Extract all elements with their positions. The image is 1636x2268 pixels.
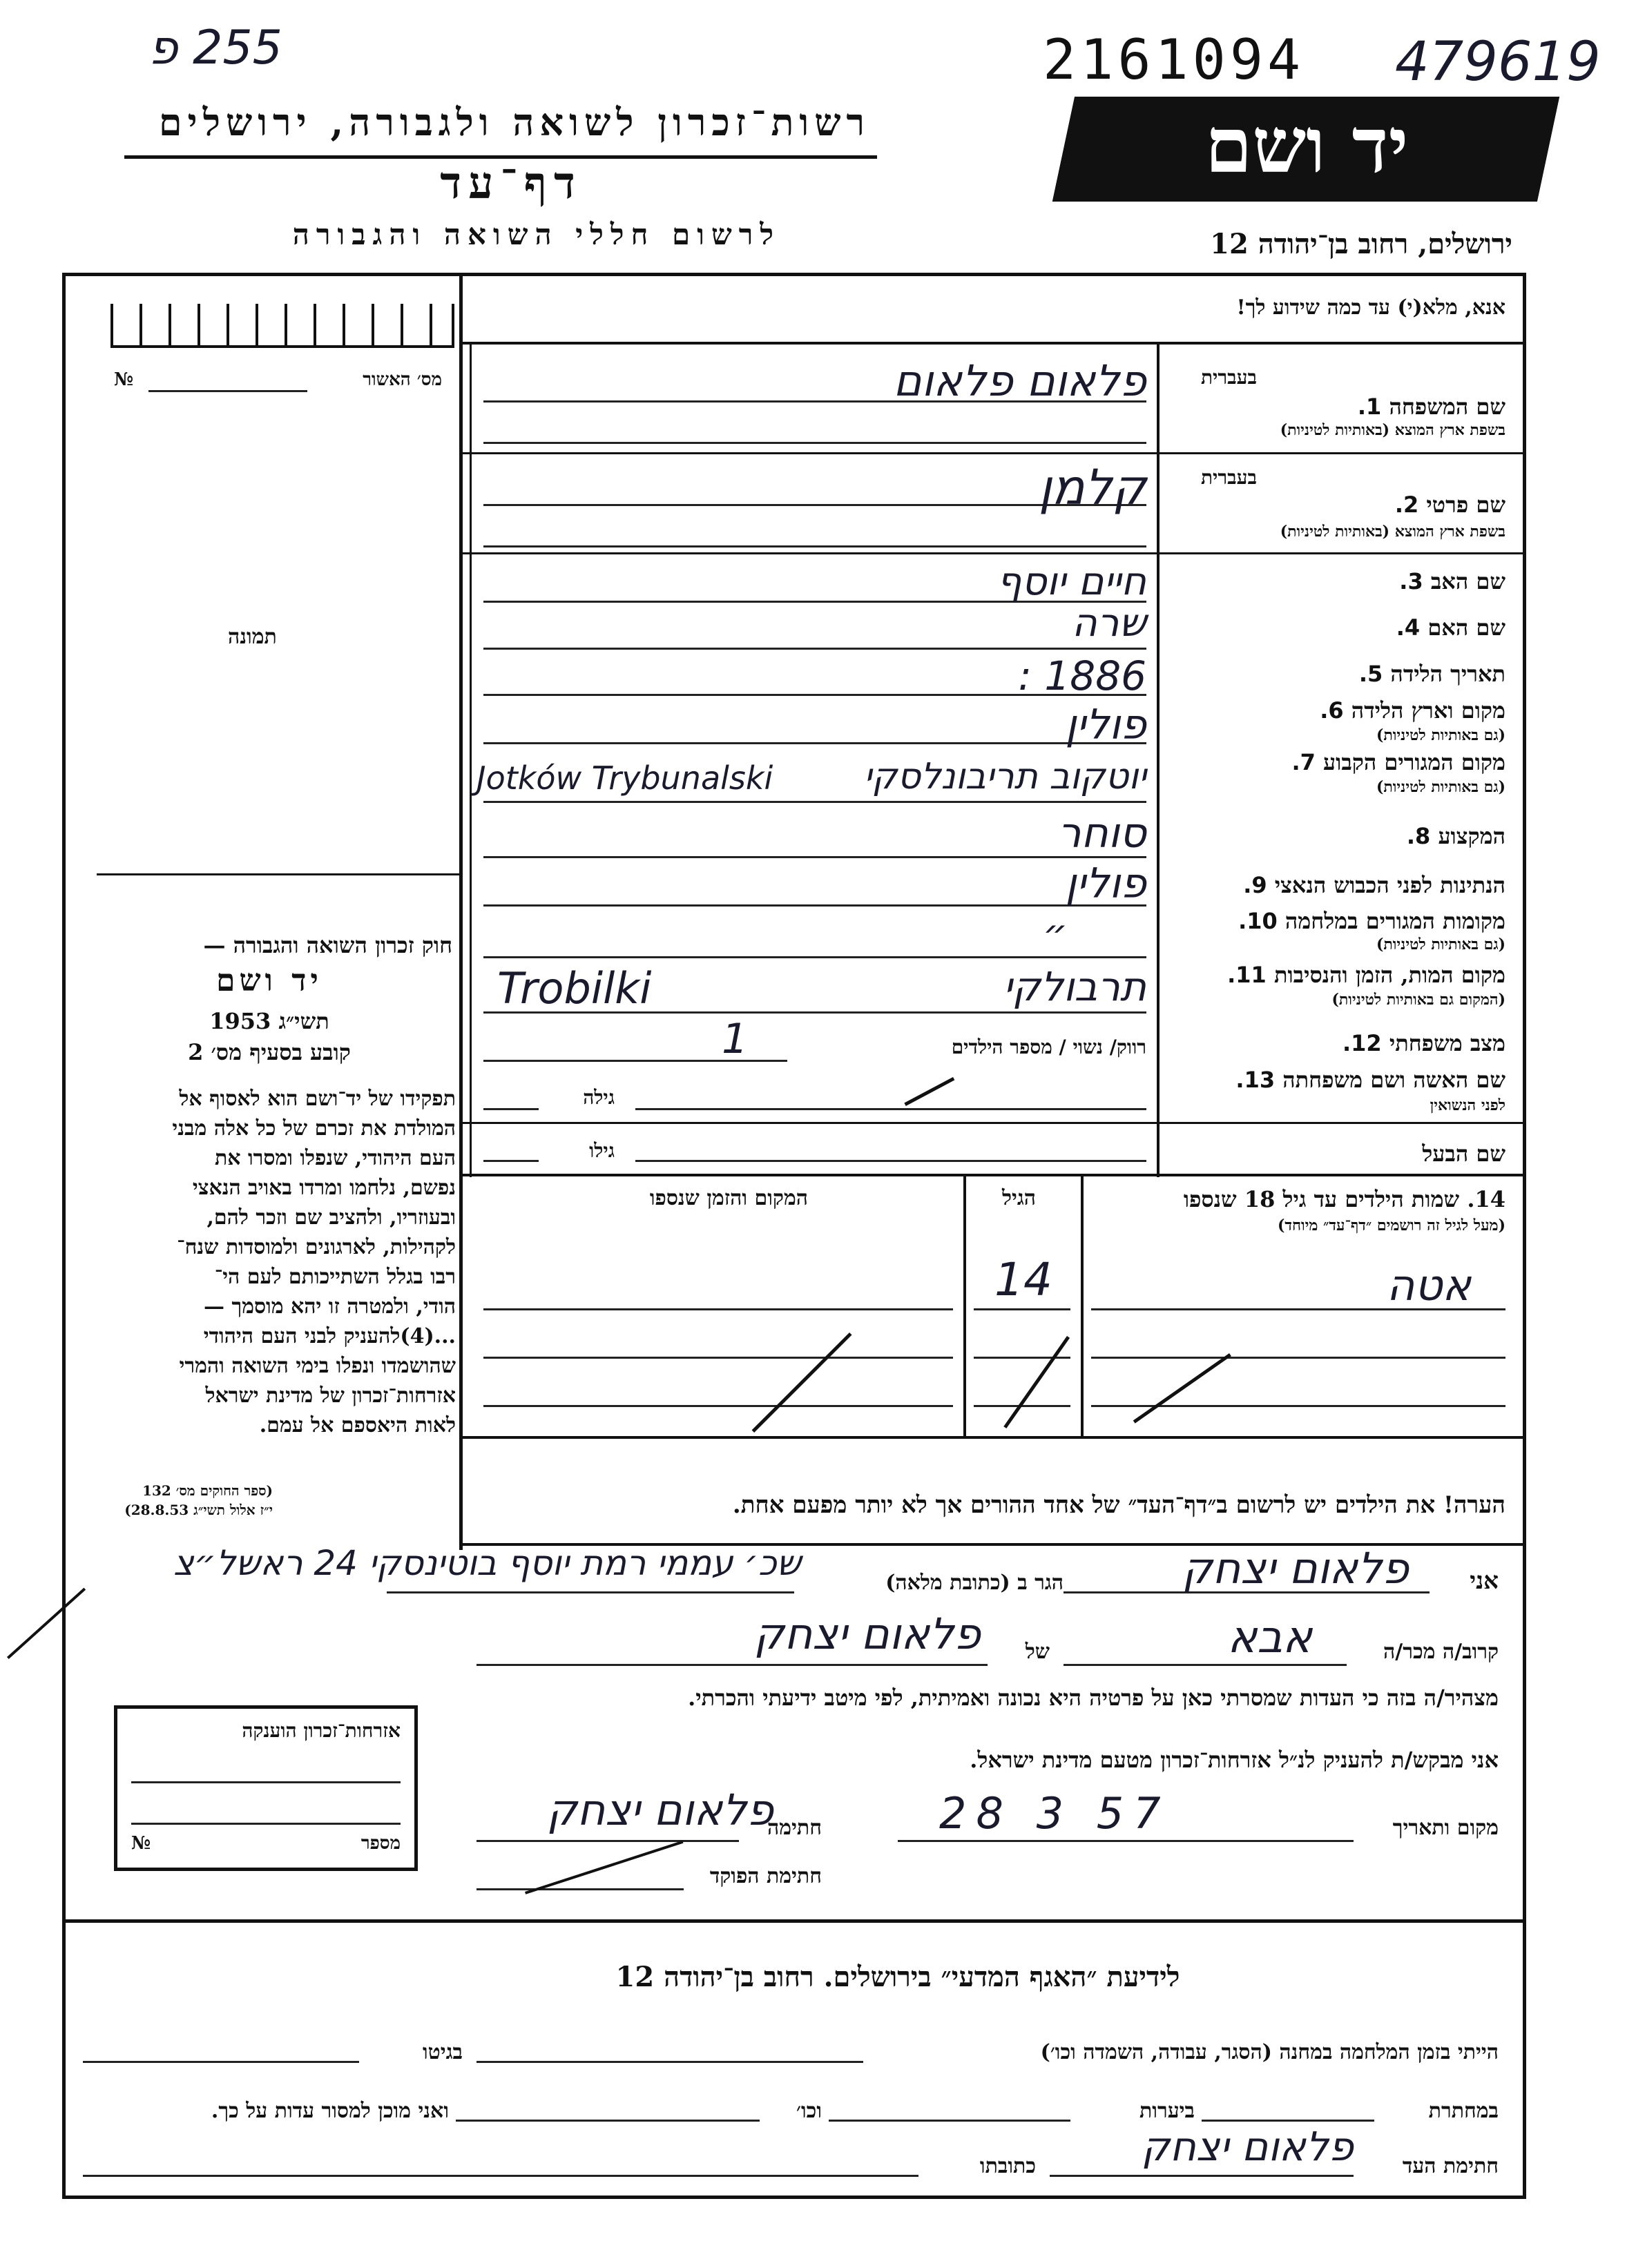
q8-label — [1167, 823, 1505, 849]
q3-number: 3. — [1399, 568, 1423, 594]
q7-label — [1167, 749, 1505, 775]
q10-number: 10. — [1238, 908, 1278, 934]
law-text — [66, 1084, 456, 1440]
law-text-line: רבו בגלל השתייכותם לעם הי־ — [214, 1265, 456, 1289]
footer-title: לידיעת ״האגף המדעי״ בירושלים. רחוב בן־יהודה 12 — [615, 1961, 1180, 1993]
citizenship-number-sign: № — [131, 1833, 151, 1854]
q1-number: 1. — [1357, 394, 1382, 420]
q8-number: 8. — [1406, 823, 1431, 849]
q11-answer-latin[interactable]: Trobilki — [497, 963, 652, 1014]
signature-value[interactable]: פלאום יצחק — [546, 1785, 773, 1835]
law-text-line: ...(4)להעניק לבני העם היהודי — [203, 1324, 456, 1348]
law-year: תשי״ג 1953 — [209, 1008, 329, 1034]
q10-latin-note: (גם באותיות לטיניות) — [1376, 936, 1505, 953]
q7-label-text: מקום המגורים הקבוע — [1323, 749, 1505, 775]
q7-answer-latin[interactable]: Jotków Trybunalski — [477, 759, 773, 797]
q4-label — [1167, 614, 1505, 641]
q12-children-count[interactable]: 1 — [722, 1015, 749, 1063]
signature-label: חתימה — [767, 1816, 822, 1840]
q13-label — [1167, 1067, 1505, 1093]
law-text-line: תפקידו של יד־ושם הוא לאסוף אל — [179, 1087, 456, 1111]
footer-line2-etc: וכו׳ — [796, 2099, 822, 2123]
footer-line2-underground: במחתרת — [1428, 2099, 1499, 2123]
footer-line2-ready: ואני מוכן למסור עדות על כך. — [211, 2099, 449, 2123]
q13-sub: לפני הנשואין — [1430, 1096, 1505, 1114]
law-text-line: הודי, ולמטרה זו יהא מוסמך — — [204, 1295, 456, 1319]
husband-label: שם הבעל — [1422, 1141, 1505, 1167]
handwritten-file-number: 255 פ — [148, 21, 282, 75]
witness-address[interactable]: שכ׳ עממי רמת יוסף בוטינסקי 24 ראשל״צ — [173, 1543, 801, 1583]
law-text-line: אזרחות־זכרון של מדינת ישראל — [205, 1384, 456, 1408]
q2-label — [1167, 492, 1505, 518]
footer-line1-camp: הייתי בזמן המלחמה במחנה (הסגר, עבודה, השמדה וכו׳) — [1040, 2040, 1499, 2064]
address: ירושלים, רחוב בן־יהודה 12 — [1210, 228, 1512, 260]
archive-number: 2161094 — [1043, 28, 1305, 92]
form-title: דף־עד — [440, 157, 582, 209]
law-text-line: נפשם, נלחמו ומרדו באויב הנאצי — [192, 1176, 456, 1200]
q2-hebrew-label: בעברית — [1200, 466, 1257, 489]
law-reference-line: י״ז אלול תשי״ג 28.8.53) — [124, 1502, 273, 1518]
q4-number: 4. — [1396, 614, 1421, 641]
q2-number: 2. — [1394, 492, 1419, 518]
law-clause: קובע בסעיף מס׳ 2 — [188, 1039, 351, 1065]
q7-latin-note: (גם באותיות לטיניות) — [1376, 778, 1505, 796]
q11-answer[interactable]: תרבולקי — [1003, 963, 1146, 1010]
authority-name: רשות־זכרון לשואה ולגבורה, ירושלים — [158, 100, 870, 144]
q2-answer[interactable]: קלמן — [1038, 459, 1146, 516]
q7-number: 7. — [1291, 749, 1316, 775]
q12-number: 12. — [1343, 1030, 1382, 1056]
q5-number: 5. — [1358, 661, 1383, 687]
q9-label — [1167, 872, 1505, 898]
declaration-statement: מצהיר/ה בזה כי העדות שמסרתי כאן על פרטיה היא נכונה ואמיתית, לפי מיטב ידיעתי והכרתי. — [688, 1685, 1499, 1711]
child-name[interactable]: אטה — [1386, 1260, 1471, 1310]
witness-name[interactable]: פלאום יצחק — [1182, 1543, 1409, 1593]
q6-label — [1167, 697, 1505, 724]
approval-number-sign: № — [114, 369, 134, 390]
relation-value[interactable]: אבא — [1227, 1612, 1312, 1663]
q10-label-text: מקומות המגורים במלחמה — [1284, 908, 1505, 934]
q8-label-text: המקצוע — [1438, 823, 1505, 849]
q11-label — [1167, 962, 1505, 988]
of-value[interactable]: פלאום יצחק — [753, 1609, 981, 1659]
law-text-line: לקהילות, לארגונים ולמוסדות שנח־ — [177, 1235, 456, 1259]
q7-answer[interactable]: יוטקוב תריבונלסקי — [863, 756, 1146, 797]
children-note: (מעל לגיל זה רושמים ״דף־עד״ מיוחד) — [1277, 1217, 1505, 1234]
law-reference-line: (ספר החוקים מס׳ 132 — [142, 1482, 273, 1499]
form-subtitle: לרשום חללי השואה והגבורה — [292, 217, 780, 251]
q1-answer[interactable]: פלאום פלאום — [893, 356, 1146, 406]
q5-label-text: תאריך הלידה — [1390, 661, 1505, 687]
citizenship-box-title: אזרחות־זכרון הוענקה — [242, 1719, 401, 1742]
children-note-warning: הערה! את הילדים יש לרשום ב״דף־העד״ של אחד ההורים אך לא יותר מפעם אחת. — [732, 1491, 1505, 1519]
q6-answer[interactable]: פולין — [1065, 701, 1146, 749]
footer-line2-forests: ביערות — [1139, 2099, 1195, 2123]
form-intro: אנא, מלא(י) עד כמה שידוע לך! — [1236, 295, 1505, 320]
children-header: 14. שמות הילדים עד גיל 18 שנספו — [1183, 1186, 1505, 1212]
residing-label: הגר ב (כתובת מלאה) — [885, 1571, 1064, 1595]
q6-latin-note: (גם באותיות לטיניות) — [1376, 726, 1505, 744]
wife-age-label: גילה — [583, 1086, 615, 1109]
q12-options: רווק/ נשוי / מספר הילדים — [951, 1036, 1146, 1058]
law-text-line: שהושמדו ונפלו בימי השואה והמרי — [179, 1354, 456, 1378]
q11-latin-note: (המקום גם באותיות לטיניות) — [1331, 991, 1505, 1009]
law-title: חוק זכרון השואה והגבורה — — [203, 932, 452, 958]
q3-label-text: שם האב — [1430, 568, 1505, 594]
law-name: יד ושם — [216, 963, 323, 998]
q1-hebrew-label: בעברית — [1200, 366, 1257, 389]
law-text-line: ובעוזריו, ולהציב שם וזכר להם, — [206, 1205, 456, 1230]
q12-label — [1167, 1030, 1505, 1056]
child-age[interactable]: 14 — [994, 1253, 1052, 1306]
law-text-line: העם היהודי, שנפלו ומסרו את — [214, 1146, 456, 1170]
officer-signature-label: חתימת הפוקד — [709, 1864, 822, 1888]
q8-answer[interactable]: סוחר — [1057, 809, 1146, 857]
logo-text: יד ושם — [1204, 101, 1409, 190]
record-number: 479619 — [1395, 31, 1601, 93]
approval-label: מס׳ האשור — [363, 369, 442, 390]
q2-country-lang: בשפת ארץ המוצא (באותיות לטיניות) — [1280, 523, 1505, 541]
q9-answer[interactable]: פולין — [1065, 860, 1146, 908]
law-text-line: לאות היאספם אל עמם. — [259, 1413, 456, 1437]
declaration-request: אני מבקש/ת להעניק לנ״ל אזרחות־זכרון מטעם מדינת ישראל. — [970, 1747, 1499, 1773]
q1-label — [1167, 394, 1505, 420]
q5-answer[interactable]: 1886 : — [1018, 652, 1146, 699]
children-place-header: המקום והזמן שנספו — [649, 1186, 808, 1210]
witness-sign-value[interactable]: פלאום יצחק — [1141, 2123, 1354, 2170]
q13-label-text: שם האשה ושם משפחתה — [1282, 1067, 1505, 1093]
q1-label-text: שם המשפחה — [1389, 394, 1505, 420]
husband-age-label: גילו — [589, 1139, 615, 1162]
law-reference — [66, 1481, 273, 1520]
citizenship-box — [114, 1705, 418, 1871]
q2-label-text: שם פרטי — [1426, 492, 1505, 518]
q5-label — [1167, 661, 1505, 687]
q11-number: 11. — [1227, 962, 1267, 988]
witness-address-label: כתובתו — [979, 2154, 1036, 2178]
footer-line1-ghetto: בגיטו — [422, 2040, 463, 2064]
q4-answer[interactable]: שרה — [1072, 601, 1146, 646]
law-text-line: המולדת את זכרם של כל אלה מבני — [172, 1116, 456, 1141]
date-value[interactable]: 28 3 57 — [939, 1788, 1171, 1839]
q11-label-text: מקום המות, הזמן והנסיבות — [1273, 962, 1505, 988]
q10-label — [1167, 908, 1505, 934]
declaration-i-label: אני — [1470, 1567, 1499, 1595]
q9-number: 9. — [1243, 872, 1267, 898]
citizenship-number-label: מספר — [360, 1833, 401, 1854]
yad-vashem-logo — [1052, 97, 1559, 202]
q9-label-text: הנתינות לפני הכבוש הנאצי — [1274, 872, 1505, 898]
q3-answer[interactable]: חיים יוסף — [997, 559, 1146, 604]
witness-sign-label: חתימת העד — [1402, 2154, 1499, 2178]
q12-label-text: מצב משפחתי — [1389, 1030, 1505, 1056]
q13-number: 13. — [1235, 1067, 1276, 1093]
children-age-header: הגיל — [1001, 1186, 1036, 1210]
q6-number: 6. — [1320, 697, 1344, 724]
relation-label: קרוב/ה מכר/ה — [1383, 1640, 1499, 1664]
q3-label — [1167, 568, 1505, 594]
photo-label: תמונה — [228, 625, 277, 649]
place-date-label: מקום ותאריך — [1392, 1816, 1499, 1840]
q6-label-text: מקום וארץ הלידה — [1351, 697, 1505, 724]
q4-label-text: שם האם — [1427, 614, 1505, 641]
approval-strip — [110, 304, 454, 348]
of-label: של — [1025, 1640, 1050, 1664]
q10-answer[interactable]: ״ — [1043, 911, 1068, 956]
q1-country-lang: בשפת ארץ המוצא (באותיות לטיניות) — [1280, 421, 1505, 439]
